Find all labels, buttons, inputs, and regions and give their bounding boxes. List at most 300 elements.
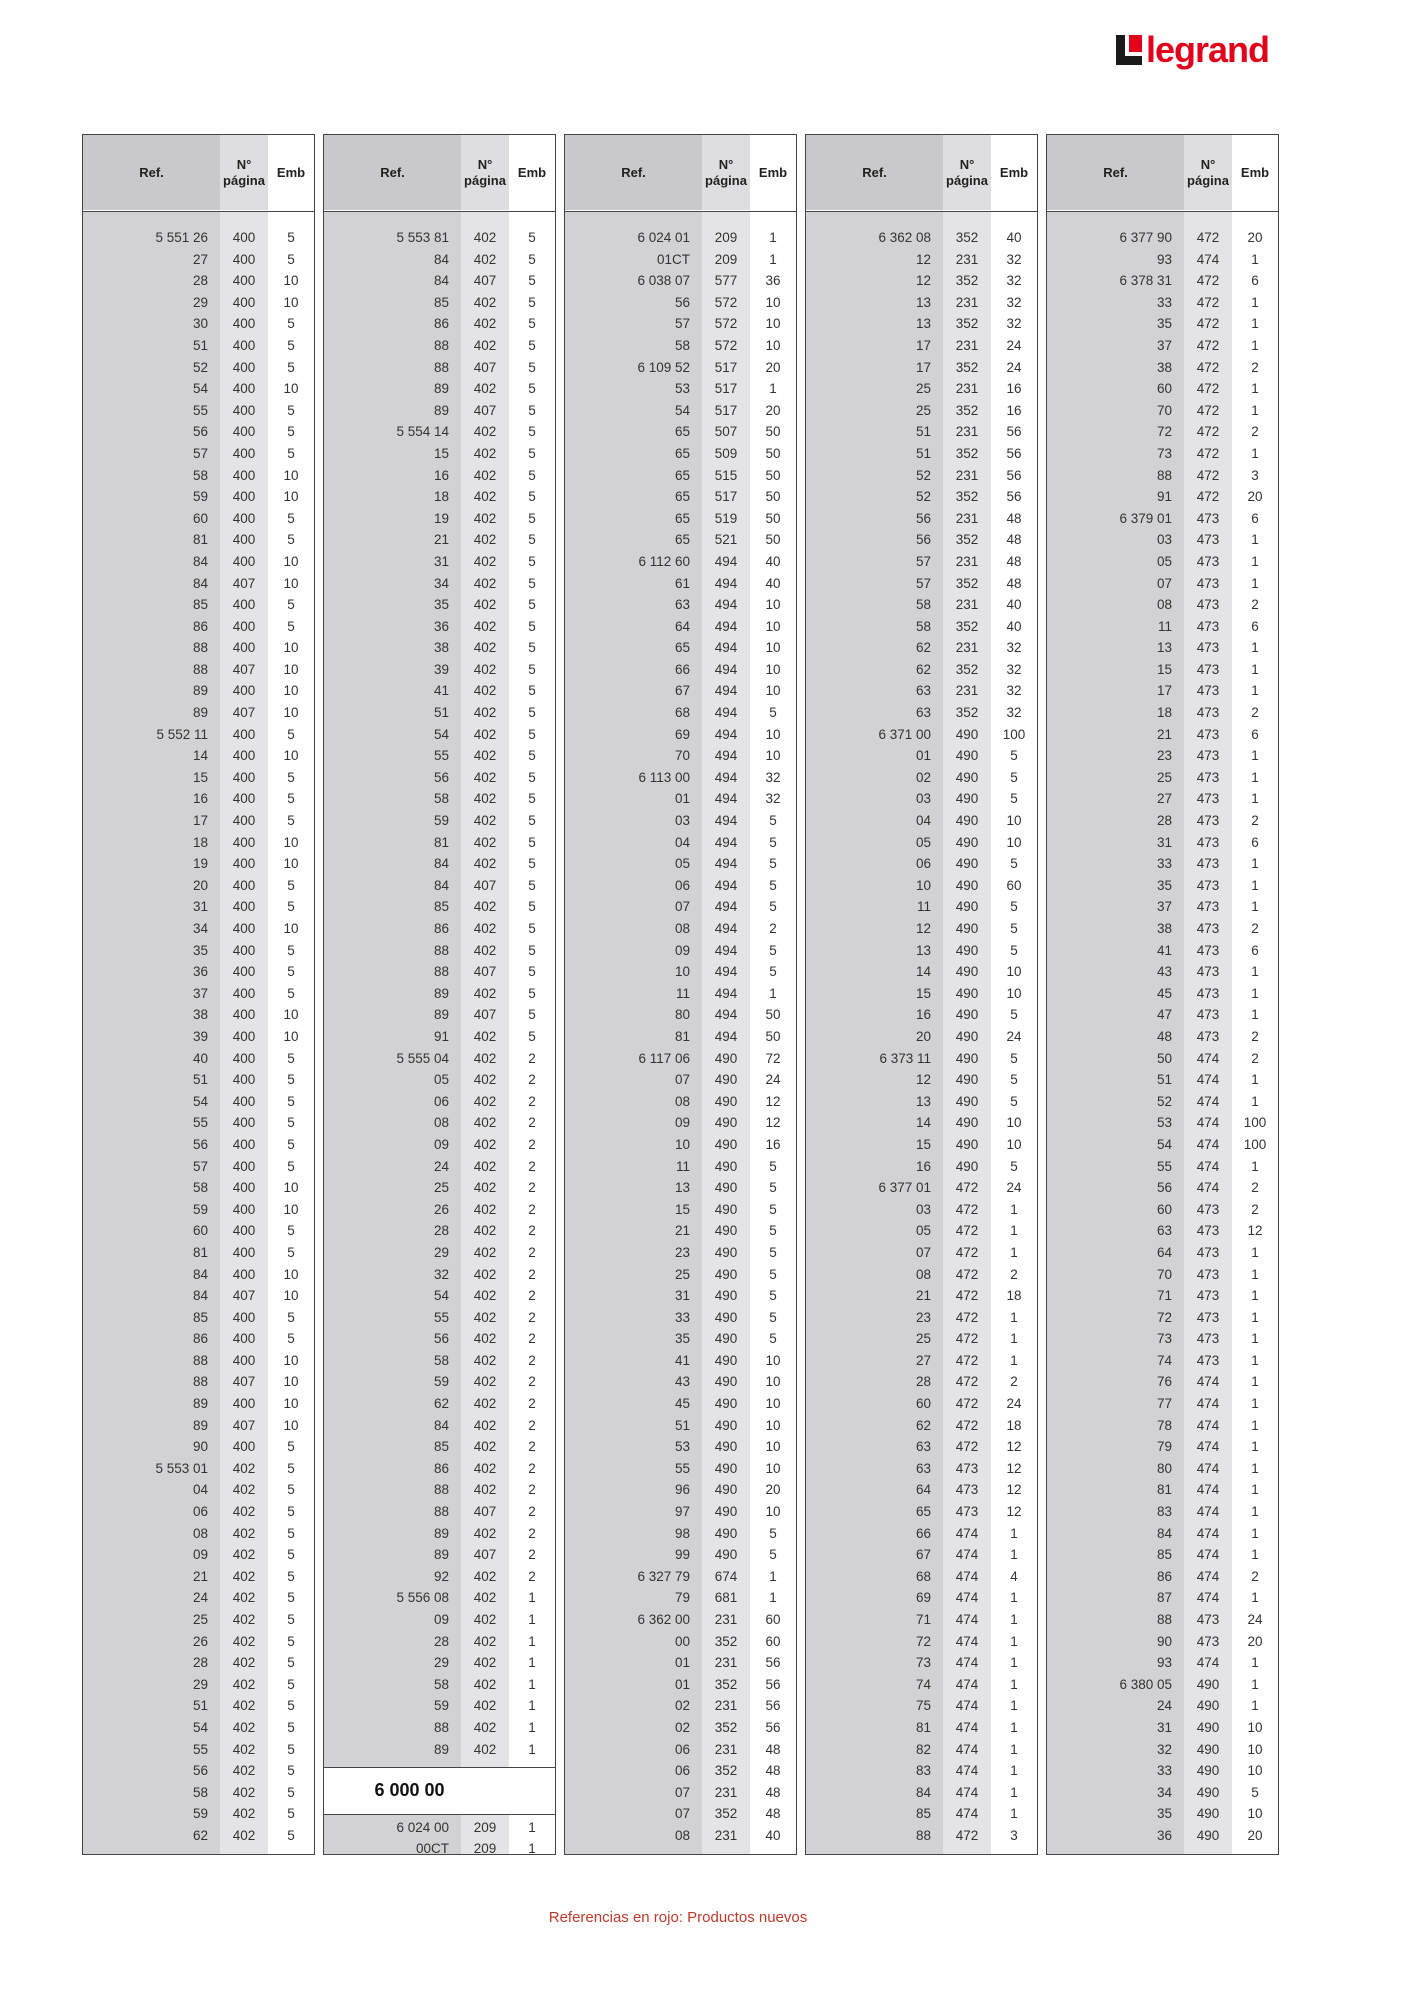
page-cell: 472 [955,1266,979,1282]
ref-cell: 52 [915,467,931,483]
emb-cell: 5 [287,424,295,440]
table-row [1047,400,1278,422]
page-cell: 490 [1196,1698,1220,1714]
ref-cell: 54 [192,381,208,397]
emb-cell: 1 [1010,1525,1018,1541]
emb-cell: 32 [1006,705,1022,721]
page-cell: 473 [1196,575,1220,591]
emb-cell: 1 [1251,1331,1259,1347]
page-cell: 494 [714,553,738,569]
emb-cell: 5 [528,230,536,245]
emb-cell: 1 [769,985,777,1001]
emb-cell: 1 [1010,1309,1018,1325]
table-row [565,1156,796,1178]
emb-cell: 5 [528,510,536,526]
emb-cell: 56 [1006,489,1022,505]
emb-cell: 5 [769,1158,777,1174]
emb-cell: 5 [528,553,536,569]
page-cell: 402 [473,1201,497,1217]
ref-cell: 35 [674,1331,690,1347]
emb-cell: 2 [528,1525,536,1541]
ref-cell: 25 [674,1266,690,1282]
table-header [324,135,555,212]
emb-cell: 32 [765,791,781,807]
emb-cell: 5 [769,813,777,829]
table-row [83,1760,314,1782]
ref-cell: 5 552 11 [156,726,208,742]
table-row [1047,594,1278,616]
ref-cell: 85 [192,1309,208,1325]
page-cell: 400 [232,1201,256,1217]
emb-cell: 10 [765,294,781,310]
table-row [324,767,555,789]
table-row [806,961,1037,983]
page-cell: 507 [714,424,738,440]
page-cell: 472 [1196,294,1220,310]
emb-cell: 10 [283,834,299,850]
table-row [806,1242,1037,1264]
page-cell: 400 [232,1050,256,1066]
table-row [1047,292,1278,314]
page-cell: 402 [473,985,497,1001]
page-cell: 572 [714,337,738,353]
emb-cell: 24 [765,1072,781,1088]
ref-cell: 25 [192,1612,208,1627]
ref-cell: 59 [433,1698,449,1714]
ref-cell: 25 [915,1331,931,1347]
emb-cell: 5 [287,1244,295,1260]
table-row [324,1112,555,1134]
page-cell: 490 [1196,1806,1220,1822]
emb-cell: 40 [1006,618,1022,634]
ref-cell: 58 [192,1784,208,1800]
table-row [565,1803,796,1825]
table-row [565,551,796,573]
page-cell: 231 [714,1784,738,1800]
table-row [806,1631,1037,1653]
emb-cell: 1 [769,381,777,397]
table-row [806,745,1037,767]
ref-cell: 12 [915,251,931,267]
table-row [324,1004,555,1026]
table-row [565,659,796,681]
table-row [324,896,555,918]
table-row [565,1674,796,1696]
table-row [83,961,314,983]
emb-cell: 20 [1247,489,1263,505]
page-cell: 472 [1196,489,1220,505]
table-row [565,1242,796,1264]
table-row [1047,1048,1278,1070]
page-cell: 402 [232,1763,256,1779]
emb-cell: 5 [769,1201,777,1217]
emb-cell: 10 [283,1028,299,1044]
table-row [565,486,796,508]
ref-cell: 27 [192,251,208,267]
table-row [1047,702,1278,724]
table-header [565,135,796,212]
ref-cell: 59 [192,1806,208,1822]
ref-cell: 55 [433,748,449,764]
ref-cell: 02 [674,1719,690,1735]
header-emb [991,135,1037,210]
table-row [806,1782,1037,1804]
page-cell: 402 [473,640,497,656]
page-cell: 472 [955,1352,979,1368]
table-row [565,1587,796,1609]
ref-cell: 86 [433,316,449,332]
page-cell: 494 [714,640,738,656]
table-row [565,1544,796,1566]
ref-cell: 71 [915,1612,931,1627]
page-cell: 473 [1196,683,1220,699]
page-cell: 402 [473,294,497,310]
emb-cell: 1 [1010,1590,1018,1606]
table-row [83,400,314,422]
table-row [1047,1458,1278,1480]
table-row [1047,1350,1278,1372]
ref-cell: 54 [674,402,690,418]
table-row [83,292,314,314]
ref-cell: 92 [433,1568,449,1584]
table-row [565,227,796,249]
emb-cell: 2 [1251,705,1259,721]
page-cell: 473 [1196,1352,1220,1368]
ref-cell: 54 [1156,1136,1172,1152]
emb-cell: 1 [1251,1676,1259,1692]
table-row [565,745,796,767]
ref-cell: 6 117 06 [638,1050,690,1066]
table-row [324,421,555,443]
ref-cell: 11 [916,899,931,915]
emb-cell: 10 [283,921,299,936]
emb-cell: 5 [1010,942,1018,958]
ref-cell: 03 [674,813,690,829]
page-cell: 407 [473,1504,497,1520]
page-cell: 473 [1196,899,1220,915]
emb-cell: 10 [765,1439,781,1455]
page-cell: 472 [955,1439,979,1455]
page-cell: 231 [955,597,979,613]
emb-cell: 1 [1251,575,1259,591]
ref-cell: 35 [192,942,208,958]
table-row [324,1177,555,1199]
table-row [83,1501,314,1523]
brand-name: legrand [1146,29,1270,70]
reference-table-2 [323,134,556,1855]
page-cell: 490 [714,1050,738,1066]
ref-cell: 88 [433,337,449,353]
emb-cell: 2 [528,1288,536,1304]
emb-cell: 10 [1006,985,1022,1001]
ref-cell: 37 [192,985,208,1001]
emb-cell: 24 [1006,1180,1022,1196]
page-cell: 400 [232,337,256,353]
table-row [806,702,1037,724]
ref-cell: 79 [674,1590,690,1606]
page-cell: 402 [473,489,497,505]
table-row [324,1285,555,1307]
table-row [806,983,1037,1005]
ref-cell: 37 [1156,337,1172,353]
page-cell: 490 [955,748,979,764]
table-row [806,940,1037,962]
table-row [324,486,555,508]
emb-cell: 1 [1010,1223,1018,1239]
page-cell: 473 [1196,921,1220,936]
ref-cell: 28 [915,1374,931,1390]
emb-cell: 10 [1247,1741,1263,1757]
table-row [324,551,555,573]
emb-cell: 1 [1251,985,1259,1001]
ref-cell: 55 [674,1460,690,1476]
header-page [702,135,750,210]
table-row [806,1674,1037,1696]
table-row [324,788,555,810]
emb-cell: 5 [287,1460,295,1476]
emb-cell: 5 [287,1806,295,1822]
table-row [1047,1156,1278,1178]
emb-cell: 48 [1006,575,1022,591]
ref-cell: 85 [433,899,449,915]
ref-cell: 08 [192,1525,208,1541]
table-row [324,508,555,530]
ref-cell: 84 [433,273,449,289]
emb-cell: 5 [528,1028,536,1044]
table-row [83,745,314,767]
page-cell: 407 [473,877,497,893]
emb-cell: 1 [1251,294,1259,310]
emb-cell: 56 [765,1676,781,1692]
table-row [806,1048,1037,1070]
ref-cell: 26 [433,1201,449,1217]
page-cell: 490 [714,1396,738,1412]
ref-cell: 70 [1156,1266,1172,1282]
emb-cell: 10 [765,1504,781,1520]
emb-cell: 10 [283,1288,299,1304]
table-row [83,573,314,595]
page-cell: 402 [473,1072,497,1088]
emb-cell: 12 [1247,1223,1263,1239]
emb-cell: 2 [1010,1266,1018,1282]
table-row [565,335,796,357]
emb-cell: 1 [528,1590,536,1606]
emb-cell: 2 [1251,1050,1259,1066]
page-cell: 490 [955,813,979,829]
ref-cell: 05 [674,856,690,872]
page-cell: 352 [714,1719,738,1735]
table-body [1047,227,1278,1847]
page-cell: 402 [473,813,497,829]
table-row [1047,1199,1278,1221]
table-row [806,1760,1037,1782]
emb-cell: 5 [528,942,536,958]
table-row [806,788,1037,810]
header-page-label [946,157,988,189]
table-row [565,961,796,983]
table-row [324,1026,555,1048]
ref-cell: 21 [915,1288,931,1304]
table-row [806,1501,1037,1523]
emb-cell: 10 [765,1460,781,1476]
ref-cell: 90 [192,1439,208,1455]
page-cell: 352 [955,618,979,634]
page-cell: 490 [714,1374,738,1390]
ref-cell: 54 [192,1719,208,1735]
emb-cell: 2 [528,1547,536,1563]
emb-cell: 5 [769,1223,777,1239]
emb-cell: 5 [528,402,536,418]
table-row [324,1609,555,1631]
emb-cell: 2 [1251,1568,1259,1584]
emb-cell: 10 [765,683,781,699]
emb-cell: 1 [528,1655,536,1671]
emb-cell: 5 [287,769,295,785]
page-cell: 474 [1196,1655,1220,1671]
ref-cell: 15 [192,769,208,785]
page-cell: 352 [955,661,979,677]
ref-cell: 52 [915,489,931,505]
ref-cell: 6 362 08 [878,230,931,245]
page-cell: 494 [714,834,738,850]
ref-cell: 6 380 05 [1119,1676,1172,1692]
page-cell: 400 [232,1180,256,1196]
ref-cell: 23 [1156,748,1172,764]
page-cell: 490 [955,1158,979,1174]
emb-cell: 5 [287,445,295,461]
table-row [83,1177,314,1199]
ref-cell: 00CT [415,1841,449,1857]
emb-cell: 5 [769,899,777,915]
page-cell: 400 [232,1352,256,1368]
page-cell: 494 [714,856,738,872]
ref-cell: 6 112 60 [638,553,690,569]
emb-cell: 1 [1010,1201,1018,1217]
emb-cell: 10 [283,273,299,289]
page-cell: 490 [955,921,979,936]
ref-cell: 51 [433,705,449,721]
page-cell: 402 [473,1612,497,1627]
page-cell: 400 [232,597,256,613]
ref-cell: 06 [674,877,690,893]
table-row [565,616,796,638]
ref-cell: 54 [192,1093,208,1109]
ref-cell: 07 [915,1244,931,1260]
table-row [806,313,1037,335]
emb-cell: 5 [287,1827,295,1843]
page-cell: 352 [955,402,979,418]
page-cell: 494 [714,769,738,785]
ref-cell: 55 [433,1309,449,1325]
emb-cell: 2 [528,1223,536,1239]
ref-cell: 89 [433,381,449,397]
table-row [806,616,1037,638]
emb-cell: 32 [1006,683,1022,699]
page-cell: 400 [232,1093,256,1109]
header-page-label-line1: N° [1200,156,1216,172]
emb-cell: 1 [1251,964,1259,980]
legrand-logo-mark-icon [1116,35,1142,65]
page-cell: 407 [232,661,256,677]
emb-cell: 10 [283,467,299,483]
table-row [806,896,1037,918]
ref-cell: 34 [192,921,208,936]
page-cell: 402 [473,1741,497,1757]
ref-cell: 34 [1156,1784,1172,1800]
emb-cell: 10 [1006,834,1022,850]
table-row [565,1177,796,1199]
table-row [324,1199,555,1221]
page-cell: 402 [473,856,497,872]
page-cell: 472 [955,1223,979,1239]
emb-cell: 5 [769,1525,777,1541]
table-row [1047,918,1278,940]
emb-cell: 5 [287,1504,295,1520]
table-row [83,508,314,530]
emb-cell: 12 [765,1093,781,1109]
header-emb-label: Emb [758,164,788,180]
emb-cell: 5 [1010,1093,1018,1109]
page-cell: 473 [1196,726,1220,742]
page-cell: 407 [232,1288,256,1304]
table-row [565,767,796,789]
table-row [324,702,555,724]
table-row [806,1609,1037,1631]
ref-cell: 6 024 00 [396,1819,449,1835]
page-cell: 490 [955,877,979,893]
emb-cell: 6 [1251,510,1259,526]
emb-cell: 5 [528,294,536,310]
table-row [565,1393,796,1415]
page-cell: 474 [1196,1050,1220,1066]
emb-cell: 2 [1251,921,1259,936]
emb-cell: 1 [1251,856,1259,872]
ref-cell: 04 [915,813,931,829]
emb-cell: 12 [1006,1460,1022,1476]
page-cell: 402 [473,1633,497,1649]
page-cell: 402 [473,1288,497,1304]
ref-cell: 28 [192,273,208,289]
page-cell: 402 [232,1827,256,1843]
table-row [324,1631,555,1653]
table-row [1047,1566,1278,1588]
table-row [806,810,1037,832]
header-ref [83,135,220,210]
page-cell: 490 [955,1028,979,1044]
emb-cell: 24 [1006,359,1022,375]
emb-cell: 20 [1247,1827,1263,1843]
page-cell: 490 [955,1007,979,1023]
ref-cell: 65 [674,467,690,483]
page-cell: 494 [714,683,738,699]
page-cell: 402 [473,251,497,267]
page-cell: 402 [473,1396,497,1412]
table-row [1047,1415,1278,1437]
page-cell: 400 [232,769,256,785]
page-cell: 402 [473,1115,497,1131]
ref-cell: 20 [192,877,208,893]
ref-cell: 58 [674,337,690,353]
emb-cell: 5 [287,1676,295,1692]
table-row [83,1156,314,1178]
table-row [565,292,796,314]
page-cell: 402 [232,1806,256,1822]
emb-cell: 10 [765,1396,781,1412]
page-cell: 490 [1196,1827,1220,1843]
page-cell: 473 [1196,942,1220,958]
table-row [83,788,314,810]
page-cell: 473 [1196,618,1220,634]
